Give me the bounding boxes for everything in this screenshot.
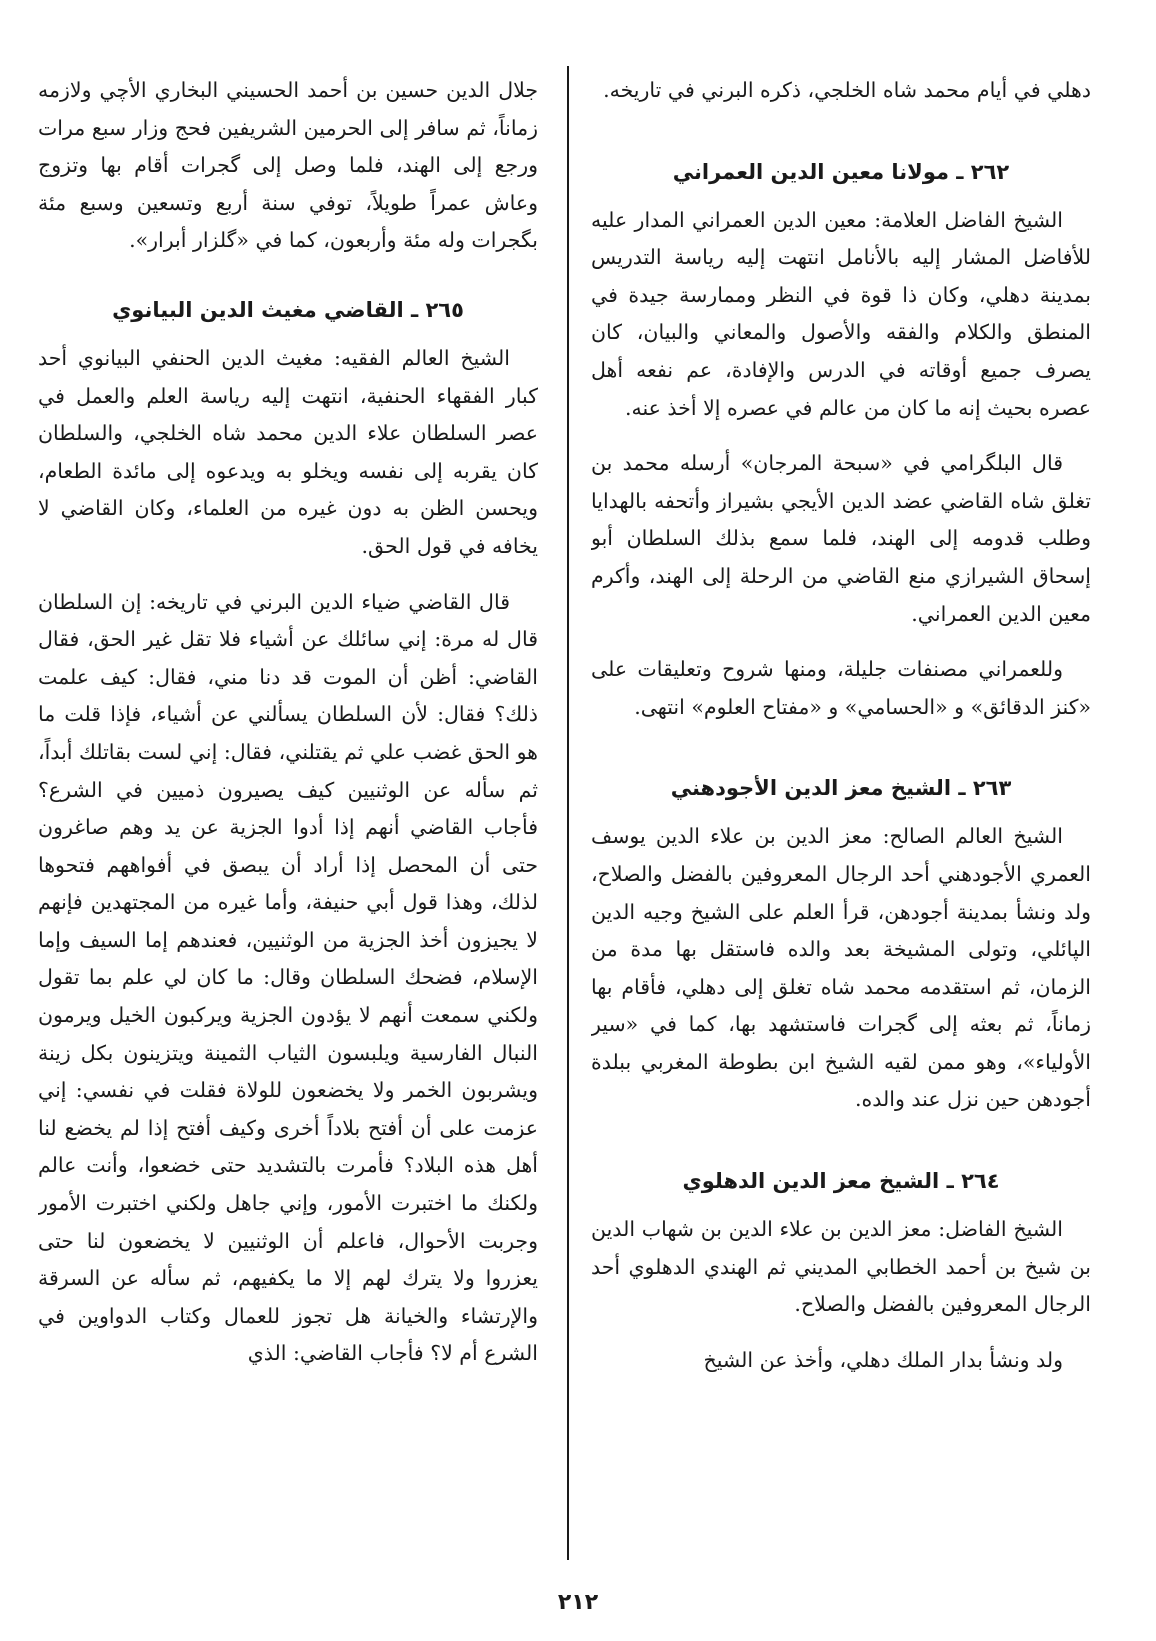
section-heading-262: ٢٦٢ ـ مولانا معين الدين العمراني	[672, 159, 1010, 184]
section-heading-265: ٢٦٥ ـ القاضي مغيث الدين البيانوي	[112, 297, 464, 322]
paragraph: الشيخ الفاضل العلامة: معين الدين العمراني المدار عليه للأفاضل المشار إليه بالأنامل انتهت إليه رياسة التدريس بمدينة دهلي، وكان ذا قوة في النظر وممارسة جيدة في المنطق والكلام والفقه والأصول والمعاني والبيان، كان يصرف جميع أوقاته في الدرس والإفادة، عم نفعه أهل عصره بحيث إنه ما كان من عالم في عصره إلا أخذ عنه.	[591, 207, 1091, 420]
column-divider	[567, 66, 569, 1560]
section-heading-263: ٢٦٣ ـ الشيخ معز الدين الأجودهني	[670, 776, 1012, 801]
paragraph: وللعمراني مصنفات جليلة، ومنها شروح وتعليقات على «كنز الدقائق» و «الحسامي» و «مفتاح العلوم» انتهى.	[591, 657, 1091, 719]
paragraph: الشيخ العالم الصالح: معز الدين بن علاء الدين يوسف العمري الأجودهني أحد الرجال المعروفين بالفضل والصلاح، ولد ونشأ بمدينة أجودهن، قرأ العلم على الشيخ وجيه الدين الپائلي، وتولى المشيخة بعد والده فاستقل بها مدة من الزمان، ثم استقدمه محمد شاه تغلق إلى دهلي، فأقام بها زماناً، ثم بعثه إلى گجرات فاستشهد بها، كما في «سير الأولياء»، وهو ممن لقيه الشيخ ابن بطوطة المغربي ببلدة أجودهن حين نزل عند والده.	[591, 824, 1091, 1112]
continuation-paragraph: دهلي في أيام محمد شاه الخلجي، ذكره البرني في تاريخه.	[603, 78, 1091, 102]
paragraph: قال البلگرامي في «سبحة المرجان» أرسله محمد بن تغلق شاه القاضي عضد الدين الأيجي بشيراز وأتحفه بالهدايا وطلب قدومه إلى الهند، فلما سمع بذلك السلطان أبو إسحاق الشيرازي منع القاضي من الرحلة إلى الهند، وأكرم معين الدين العمراني.	[591, 451, 1091, 626]
right-column	[591, 72, 1091, 1572]
page-number: ٢١٢	[557, 1590, 599, 1615]
section-heading-264: ٢٦٤ ـ الشيخ معز الدين الدهلوي	[682, 1169, 1000, 1194]
paragraph: ولد ونشأ بدار الملك دهلي، وأخذ عن الشيخ	[703, 1347, 1063, 1372]
paragraph: الشيخ الفاضل: معز الدين بن علاء الدين بن شهاب الدين بن شيخ بن أحمد الخطابي المديني ثم الهندي الدهلوي أحد الرجال المعروفين بالفضل والصلاح.	[591, 1217, 1091, 1317]
left-column	[38, 72, 538, 1572]
continuation-paragraph: جلال الدين حسين بن أحمد الحسيني البخاري الأچي ولازمه زماناً، ثم سافر إلى الحرمين الشريفين فحج وزار سبع مرات ورجع إلى الهند، فلما وصل إلى گجرات أقام بها وتزوج وعاش عمراً طويلاً، توفي سنة أربع وتسعين وسبع مئة بگجرات وله مئة وأربعون، كما في «گلزار أبرار».	[38, 78, 538, 253]
paragraph: الشيخ العالم الفقيه: مغيث الدين الحنفي البيانوي أحد كبار الفقهاء الحنفية، انتهت إليه رياسة العلم والعمل في عصر السلطان علاء الدين محمد شاه الخلجي، والسلطان كان يقربه إلى نفسه ويخلو به ويدعوه إلى مائدة الطعام، ويحسن الظن به دون غيره من العلماء، وكان القاضي لا يخافه في قول الحق.	[38, 345, 538, 558]
paragraph: قال القاضي ضياء الدين البرني في تاريخه: إن السلطان قال له مرة: إني سائلك عن أشياء فلا تقل غير الحق، فقال القاضي: أظن أن الموت قد دنا مني، فقال: كيف علمت ذلك؟ فقال: لأن السلطان يسألني عن أشياء، فإذا قلت ما هو الحق غضب علي ثم يقتلني، فقال: إني لست بقاتلك أبداً، ثم سأله عن الوثنيين كيف يصيرون ذميين في الشرع؟ فأجاب القاضي أنهم إذا أدوا الجزية عن يد وهم صاغرون حتى أن المحصل إذا أراد أن يبصق في أفواههم فتحوها لذلك، وهذا قول أبي حنيفة، وأما غيره من المجتهدين فإنهم لا يجيزون أخذ الجزية من الوثنيين، فعندهم إما السيف وإما الإسلام، فضحك السلطان وقال: ما كان لي علم بما تقول ولكني سمعت أنهم لا يؤدون الجزية ويركبون الخيل ويرمون النبال الفارسية ويلبسون الثياب الثمينة ويتزينون بكل زينة ويشربون الخمر ولا يخضعون للولاة فقلت في نفسي: إني عزمت على أن أفتح بلاداً أخرى وكيف أفتح إذا لم يخضع لنا أهل هذه البلاد؟ فأمرت بالتشديد حتى خضعوا، وأنت عالم ولكنك ما اختبرت الأمور، وإني جاهل ولكني اختبرت الأمور وجربت الأحوال، فاعلم أن الوثنيين لا يخضعون لنا حتى يعزروا ولا يترك لهم إلا ما يكفيهم، ثم سأله عن السرقة والإرتشاء والخيانة هل تجوز للعمال وكتاب الدواوين في الشرع أم لا؟ فأجاب القاضي: الذي	[38, 589, 538, 1366]
